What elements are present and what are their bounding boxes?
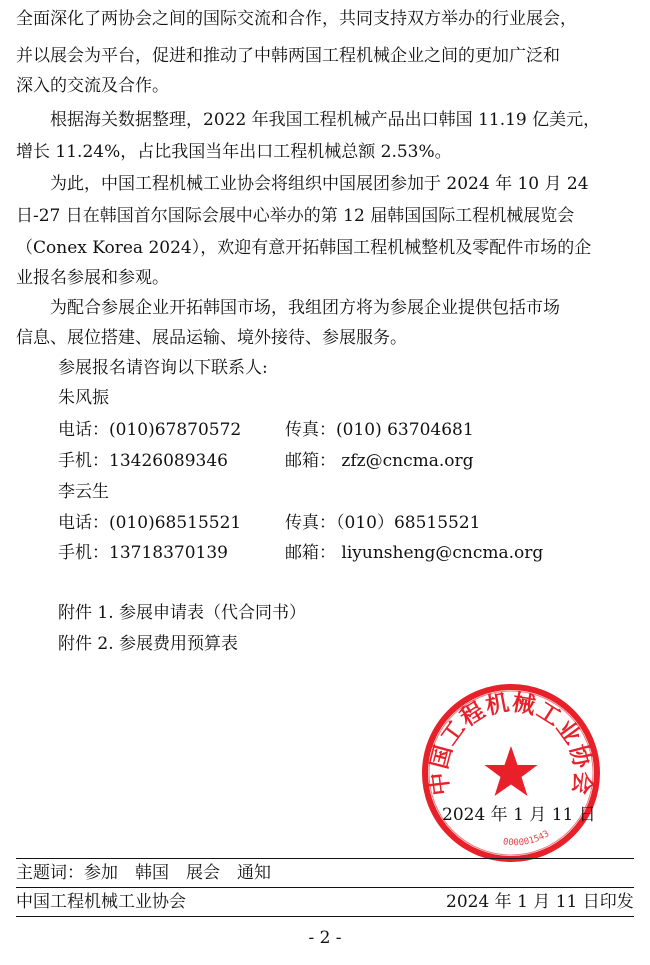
- contact-email: 邮箱： zfz@cncma.org: [285, 451, 474, 471]
- text-line: 为配合参展企业开拓韩国市场，我组团方将为参展企业提供包括市场: [16, 298, 560, 318]
- contact-mobile: 手机：13426089346: [58, 451, 228, 471]
- keywords: 主题词：参加 韩国 展会 通知: [16, 863, 271, 883]
- text-line: 日-27 日在韩国首尔国际会展中心举办的第 12 届韩国国际工程机械展览会: [16, 206, 575, 226]
- signature-date: 2024 年 1 月 11 日: [442, 805, 596, 825]
- attachment-item: 附件 1. 参展申请表（代合同书）: [58, 603, 307, 623]
- divider: [16, 916, 634, 917]
- text-line: （Conex Korea 2024），欢迎有意开拓韩国工程机械整机及零配件市场的企: [16, 238, 592, 258]
- text-line: 为此，中国工程机械工业协会将组织中国展团参加于 2024 年 10 月 24: [16, 174, 589, 194]
- attachment-item: 附件 2. 参展费用预算表: [58, 634, 239, 654]
- divider: [16, 887, 634, 888]
- contact-name: 朱风振: [58, 388, 109, 408]
- text-line: 深入的交流及合作。: [16, 76, 169, 96]
- contact-name: 李云生: [58, 482, 109, 502]
- seal-text: 中国工程机械工业协会: [425, 688, 597, 797]
- contact-mobile: 手机：13718370139: [58, 543, 228, 563]
- text-line: 根据海关数据整理，2022 年我国工程机械产品出口韩国 11.19 亿美元，: [16, 110, 601, 130]
- official-seal: [420, 682, 602, 864]
- contact-fax: 传真：（010）68515521: [285, 513, 481, 533]
- star-icon: [485, 746, 538, 796]
- contact-intro: 参展报名请咨询以下联系人:: [58, 358, 268, 378]
- seal-number: 000001543: [502, 829, 552, 849]
- contact-phone: 电话：(010)68515521: [58, 513, 242, 533]
- contact-email: 邮箱： liyunsheng@cncma.org: [285, 543, 544, 563]
- text-line: 信息、展位搭建、展品运输、境外接待、参展服务。: [16, 328, 407, 348]
- text-line: 增长 11.24%，占比我国当年出口工程机械总额 2.53%。: [16, 142, 452, 162]
- divider: [16, 858, 634, 859]
- contact-fax: 传真：(010) 63704681: [285, 420, 474, 440]
- issue-date: 2024 年 1 月 11 日印发: [446, 892, 634, 912]
- contact-phone: 电话：(010)67870572: [58, 420, 242, 440]
- page-number: - 2 -: [308, 928, 342, 948]
- text-line: 并以展会为平台，促进和推动了中韩两国工程机械企业之间的更加广泛和: [16, 46, 560, 66]
- issuer: 中国工程机械工业协会: [16, 892, 186, 912]
- text-line: 全面深化了两协会之间的国际交流和合作，共同支持双方举办的行业展会，: [16, 9, 577, 29]
- text-line: 业报名参展和参观。: [16, 268, 169, 288]
